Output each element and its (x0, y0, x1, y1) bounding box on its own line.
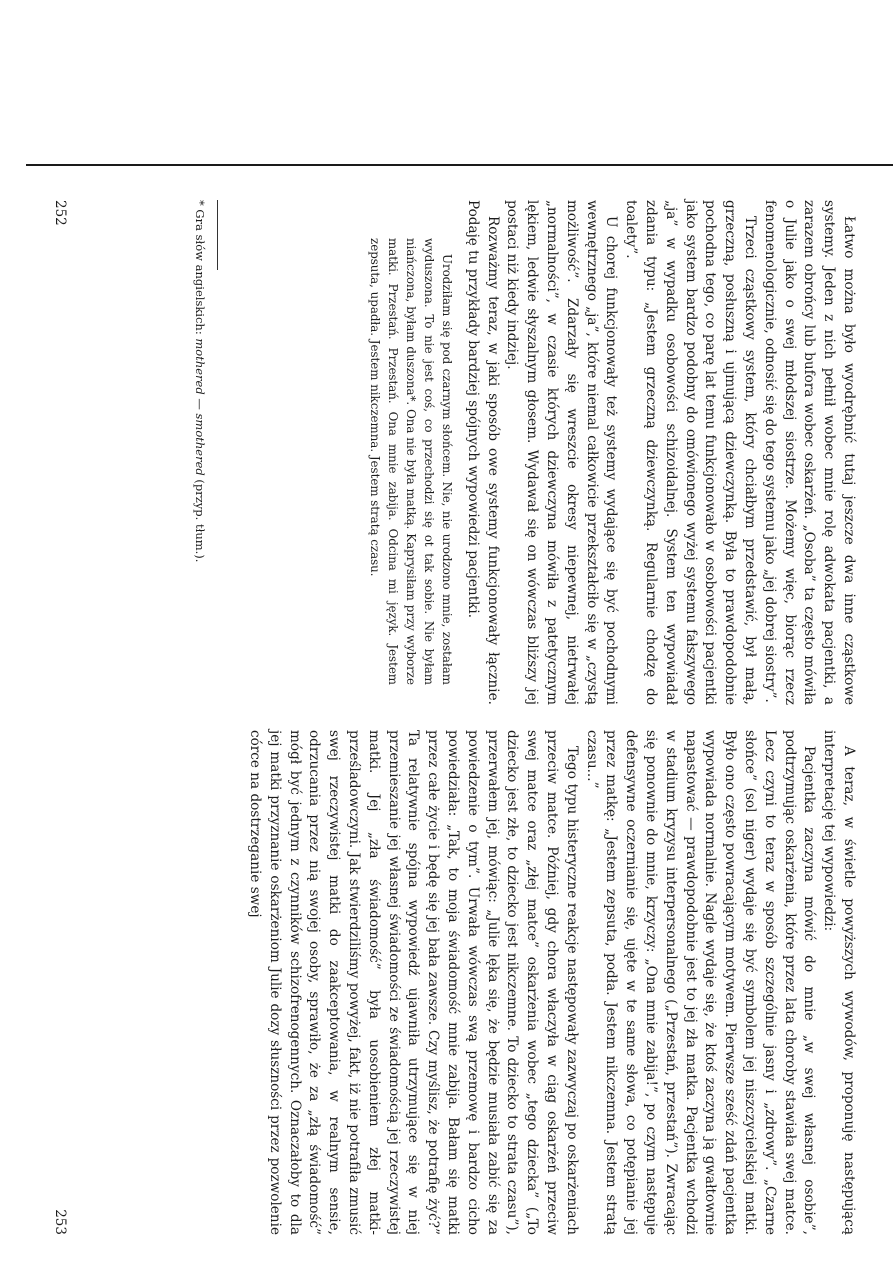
page-252 (38, 200, 858, 710)
footnote (192, 200, 208, 705)
paragraph: Trzeci cząstkowy system, który chciałbym przedstawić, był małą, grzeczną, posłuszną i ujmującą dziewczynką. Była to prawdopodobnie pochodna tego, co parę lat temu funkcjonowało w osobowości pacjentki jako system bardzo podobny do omówionego wyżej systemu fałszywego „ja” w wypadku osobowości schizoidalnej. System ten wypowiadał zdania typu: „Jestem grzeczną dziewczynką. Regularnie chodzę do toalety”. (623, 200, 759, 705)
paragraph: Tego typu histeryczne reakcje następowały zazwyczaj po oskarżeniach przeciw matce. Później, gdy chora właczyła w ciąg oskarżeń przeciw swej matce oraz „złej matce” oskarżenia wobec „tego dziecka” („To dziecko jest złe, to dziecko jest nikczemne. To dziecko to strata czasu”), przerwałem jej, mówiąc: „Julie lęka się, że będzie musiała zabić się za powiedzenie o tym”. Urwała wówczas swą przemowę i bardzo cicho powiedziała: „Tak, to moja świadomość mnie zabija. Bałam się matki przez całe życie i będę się jej bała zawsze. Czy myślisz, że potrafię żyć?” Ta relatywnie spójna wypowiedź ujawniła utrzymujące się w niej przemieszanie jej własnej świadomości ze świadomością jej rzeczywistej matki. Jej „zła świadomość” była uosobieniem złej matki-prześladowczyni. Jak stwierdziliśmy powyżej, fakt, iż nie potrafiła zmusić swej rzeczywistej matki do zaakceptowania, w realnym sensie, odrzucania przez nią swojej osoby, sprawiło, że za „złą świadomość” mógł być jednym z czynników schizofrenogennych. Oznaczałoby to dla jej matki przyznanie oskarżeniom Julie dozy słuszności przez pozwolenie córce na dostrzeganie swej (247, 730, 580, 1235)
page-fold-rule (26, 164, 893, 166)
rotated-spread (38, 200, 858, 1240)
paragraph: Pacjentka zaczyna mówić do mnie „w swej własnej osobie”, podtrzymując oskarżenia, które przez lata choroby stawiała swej matce. Lecz czyni to teraz w sposób szczególnie jasny i „zdrowy”. „Czarne słońce” (sol niger) wydaje się być symbolem jej niszczycielskiej matki. Było ono często powracającym motywem. Pierwsze sześć zdań pacjentka wypowiada normalnie. Nagle wydaje się, że ktoś zaczyna ją gwałtownie napastować — prawdopodobnie jest to jej zła matka. Pacjentka wchodzi w stadium kryzysu interpersonalnego („Przestań, przestań”). Zwracając się ponownie do mnie, krzyczy: „Ona mnie zabija!”, po czym następuje defensywne oczernianie się, ujęte w te same słowa, co potępianie jej przez matkę: „Jestem zepsuta, podła. Jestem nikczemna. Jestem stratą czasu...” (583, 730, 818, 1235)
page-number: 253 (52, 1209, 68, 1235)
paragraph: Rozważmy teraz, w jaki sposób owe systemy funkcjonowały łącznie. Podaję tu przykłady bardziej spójnych wypowiedzi pacjentki. (464, 200, 501, 705)
paragraph: U chorej funkcjonowały też systemy wydające się być pochodnymi wewnętrznego „ja”, które niemal całkowicie przekształciło się w „czystą możliwość”. Zdarzały się wreszcie okresy niepewnej, nietrwałej „normalności”, w czasie których dziewczyna mówiła z patetycznym lękiem, ledwie słyszalnym głosem. Wydawał się on wówczas bliższy jej postaci niż kiedy indziej. (504, 200, 620, 705)
footnote-prefix: * Gra słów angielskich: (193, 200, 207, 339)
footnote-suffix: (przyp. tłum.). (193, 475, 207, 563)
page-number: 252 (52, 200, 68, 226)
footnote-rule (217, 200, 218, 270)
footnote-word-smothered: smothered (193, 413, 207, 476)
footnote-word-mothered: mothered (193, 338, 207, 395)
page-252-text (366, 200, 858, 705)
page-253 (38, 730, 858, 1240)
paragraph: Łatwo można było wyodrębnić tutaj jeszcze dwa inne cząstkowe systemy. Jeden z nich pełnił wobec mnie rolę adwokata pacjentki, a zarazem obrońcy lub bufora wobec oskarżeń. „Osoba” ta często mówiła o Julie jako o swej młodszej siostrze. Możemy więc, biorąc rzecz fenomenologicznie, odnosić się do tego systemu jako „jej dobrej siostry”. (761, 200, 857, 705)
patient-quote: Urodziłam się pod czarnym słońcem. Nie, nie urodzono mnie, zostałam wyduszona. To nie jest coś, co przechodzi się ot tak sobie. Nie byłam niańczona, byłam duszona*. Ona nie była matką. Kaprysiłam przy wyborze matki. Przestań. Przestań. Ona mnie zabija. Odcina mi język. Jestem zepsuta, upadła. Jestem nikczemna. Jestem stratą czasu. (368, 238, 455, 685)
paragraph: A teraz, w świetle powyższych wywodów, proponuję następującą interpretację tej wypowiedzi: (821, 730, 857, 1235)
page-253-text (244, 730, 858, 1235)
footnote-dash: — (193, 394, 207, 414)
